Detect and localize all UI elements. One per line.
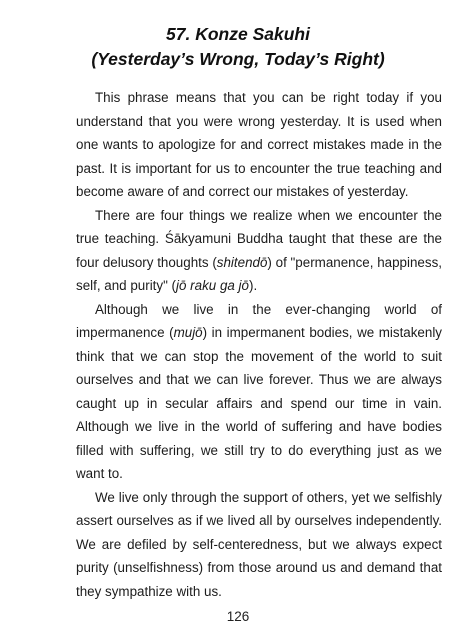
italic-term: mujō [173,325,203,340]
body-text [76,86,442,603]
text-run: ) of "permanence, happiness, self, and purity" ( [76,254,442,293]
text-run: There are four things we realize when we encounter the true teaching. Śākyamuni Buddha taught that these are the four delusory thoughts ( [76,207,442,270]
chapter-title-line-2: (Yesterday’s Wrong, Today’s Right) [91,49,385,69]
italic-term: shitendō [216,254,268,270]
paragraph [76,204,442,298]
text-run: We live only through the support of others, yet we selfishly assert ourselves as if we lived all by ourselves independently. We are defiled by self-centeredness, but we always expect purity (unselfishness) from those around us and demand that they sympathize with us. [76,489,442,599]
paragraph [76,486,442,604]
chapter-title-line-1: 57. Konze Sakuhi [166,24,310,44]
paragraph [76,298,442,486]
text-run: ). [248,278,258,293]
page-number: 126 [226,609,250,624]
text-run: This phrase means that you can be right today if you understand that you were wrong yesterday. It is used when one wants to apologize for and correct mistakes made in the past. It is important for us to encounter the true teaching and become aware of and correct our mistakes of yesterday. [76,90,442,199]
text-run: ) in impermanent bodies, we mistakenly think that we can stop the movement of the world to suit ourselves and that we can live forever. Thus we are always caught up in secular affairs and spend our time in vain. Although we live in the world of suffering and have bodies filled with suffering, we still try to do everything just as we want to. [76,325,442,481]
text-run: Although we live in the ever-changing world of impermanence ( [76,301,442,340]
italic-term: jō raku ga jō [176,278,249,293]
chapter-title [0,22,476,72]
paragraph [76,86,442,204]
